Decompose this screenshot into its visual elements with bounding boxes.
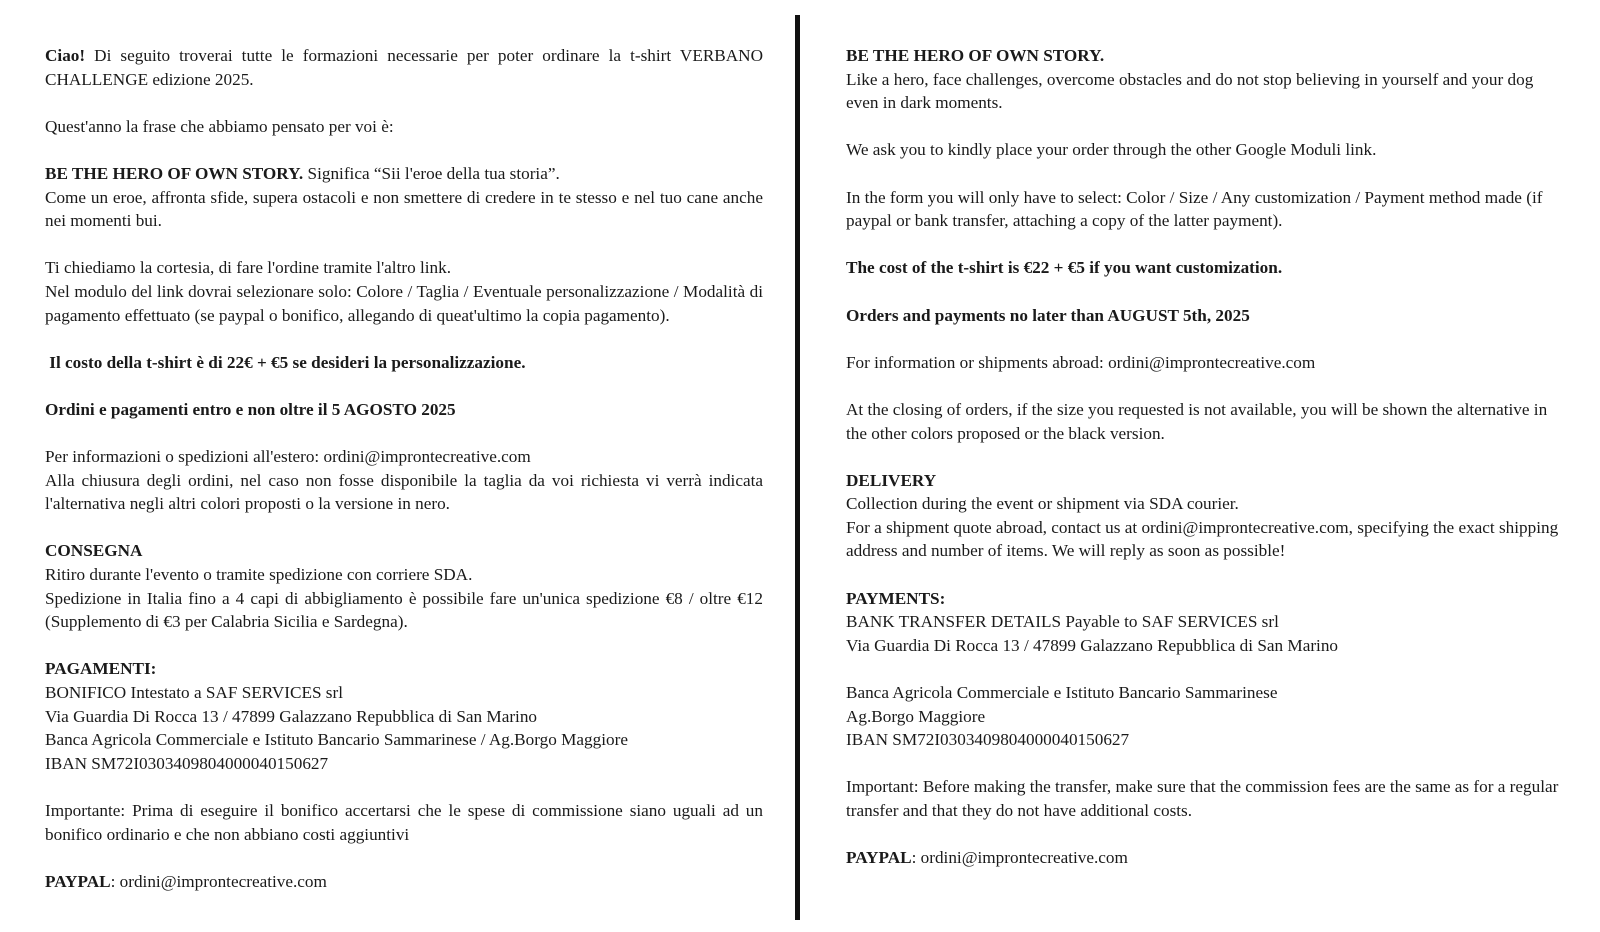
slogan-title: BE THE HERO OF OWN STORY. bbox=[846, 46, 1105, 65]
paypal-line bbox=[846, 846, 1566, 870]
paypal-email: : ordini@improntecreative.com bbox=[110, 871, 327, 891]
payments-section bbox=[846, 587, 1566, 658]
paypal-line bbox=[45, 870, 763, 894]
slogan-meaning: Significa “Sii l'eroe della tua storia”. bbox=[303, 163, 560, 183]
info-paragraph bbox=[45, 445, 763, 516]
bank-line: Banca Agricola Commerciale e Istituto Bancario Sammarinese bbox=[846, 683, 1278, 703]
intro-greeting: Ciao! bbox=[45, 46, 86, 65]
delivery-line: Ritiro durante l'evento o tramite spedizione con corriere SDA. bbox=[45, 565, 473, 585]
italian-column bbox=[45, 44, 763, 917]
order-form-instructions: In the form you will only have to select: Color / Size / Any customization / Payment method made (if paypal or bank transfer, attaching a copy of the latter payment). bbox=[846, 187, 1543, 231]
deadline-text: Orders and payments no later than AUGUST 5th, 2025 bbox=[846, 305, 1250, 325]
slogan-title: BE THE HERO OF OWN STORY. bbox=[45, 163, 304, 183]
order-form-instructions: Nel modulo del link dovrai selezionare solo: Colore / Taglia / Eventuale personalizzazione / Modalità di pagamento effettuato (se paypal o bonifico, allegando di queat'ultimo la copia pagamento). bbox=[45, 281, 763, 325]
cost-paragraph bbox=[846, 256, 1566, 280]
slogan-description: Come un eroe, affronta sfide, supera ostacoli e non smettere di credere in te stesso e nel tuo cane anche nei momenti bui. bbox=[45, 187, 763, 231]
iban-line: IBAN SM72I0303409804000040150627 bbox=[45, 753, 329, 773]
slogan-paragraph bbox=[45, 162, 763, 233]
delivery-line: Spedizione in Italia fino a 4 capi di abbigliamento è possibile fare un'unica spedizione €8 / oltre €12 (Supplemento di €3 per Calabria Sicilia e Sardegna). bbox=[45, 588, 763, 632]
payments-section bbox=[45, 657, 763, 775]
delivery-heading: CONSEGNA bbox=[45, 541, 143, 561]
cost-text: The cost of the t-shirt is €22 + €5 if you want customization. bbox=[846, 258, 1283, 278]
paypal-label: PAYPAL bbox=[846, 848, 912, 868]
intro-text: Di seguito troverai tutte le formazioni necessarie per poter ordinare la t-shirt VERBANO CHALLENGE edizione 2025. bbox=[45, 46, 763, 89]
slogan-description: Like a hero, face challenges, overcome obstacles and do not stop believing in yourself and your dog even in dark moments. bbox=[846, 69, 1534, 113]
important-note: Important: Before making the transfer, make sure that the commission fees are the same as for a regular transfer and that they do not have additional costs. bbox=[846, 777, 1559, 820]
delivery-heading: DELIVERY bbox=[846, 470, 937, 490]
deadline-text: Ordini e pagamenti entro e non oltre il 5 AGOSTO 2025 bbox=[45, 399, 456, 419]
delivery-line: For a shipment quote abroad, contact us at ordini@improntecreative.com, specifying the exact shipping address and number of items. We will reply as soon as possible! bbox=[846, 517, 1559, 561]
column-divider bbox=[795, 15, 800, 920]
order-paragraph bbox=[45, 256, 763, 327]
bank-line: Ag.Borgo Maggiore bbox=[846, 706, 986, 726]
delivery-section bbox=[45, 539, 763, 633]
payment-line: BANK TRANSFER DETAILS Payable to SAF SERVICES srl bbox=[846, 612, 1279, 632]
english-column bbox=[846, 44, 1566, 893]
payment-line: Via Guardia Di Rocca 13 / 47899 Galazzano Repubblica di San Marino bbox=[846, 635, 1339, 655]
payments-heading: PAGAMENTI: bbox=[45, 659, 157, 679]
order-request: Ti chiediamo la cortesia, di fare l'ordine tramite l'altro link. bbox=[45, 258, 452, 278]
payment-line: Via Guardia Di Rocca 13 / 47899 Galazzano Repubblica di San Marino bbox=[45, 706, 538, 726]
info-text: For information or shipments abroad: ordini@improntecreative.com bbox=[846, 352, 1316, 372]
deadline-paragraph bbox=[846, 304, 1566, 328]
important-note: Importante: Prima di eseguire il bonifico accertarsi che le spese di commissione siano uguali ad un bonifico ordinario e che non abbiano costi aggiuntivi bbox=[45, 801, 763, 844]
deadline-paragraph bbox=[45, 398, 763, 422]
bank-section bbox=[846, 681, 1566, 752]
payment-line: Banca Agricola Commerciale e Istituto Bancario Sammarinese / Ag.Borgo Maggiore bbox=[45, 730, 628, 750]
cost-text: Il costo della t-shirt è di 22€ + €5 se desideri la personalizzazione. bbox=[49, 352, 526, 372]
paypal-email: : ordini@improntecreative.com bbox=[911, 848, 1128, 868]
slogan-paragraph bbox=[846, 44, 1566, 115]
closing-text: At the closing of orders, if the size you requested is not available, you will be shown the alternative in the other colors proposed or the black version. bbox=[846, 399, 1548, 443]
order-request: We ask you to kindly place your order through the other Google Moduli link. bbox=[846, 140, 1377, 160]
cost-paragraph bbox=[45, 351, 763, 375]
info-text: Per informazioni o spedizioni all'estero: ordini@improntecreative.com bbox=[45, 447, 531, 467]
intro-paragraph bbox=[45, 44, 763, 91]
delivery-line: Collection during the event or shipment via SDA courier. bbox=[846, 494, 1239, 514]
delivery-section bbox=[846, 469, 1566, 563]
payment-line: BONIFICO Intestato a SAF SERVICES srl bbox=[45, 683, 343, 703]
phrase-intro: Quest'anno la frase che abbiamo pensato per voi è: bbox=[45, 116, 394, 136]
paypal-label: PAYPAL bbox=[45, 871, 111, 891]
payments-heading: PAYMENTS: bbox=[846, 588, 946, 608]
closing-text: Alla chiusura degli ordini, nel caso non fosse disponibile la taglia da voi richiesta vi verrà indicata l'alternativa negli altri colori proposti o la versione in nero. bbox=[45, 470, 763, 514]
iban-line: IBAN SM72I0303409804000040150627 bbox=[846, 730, 1130, 750]
